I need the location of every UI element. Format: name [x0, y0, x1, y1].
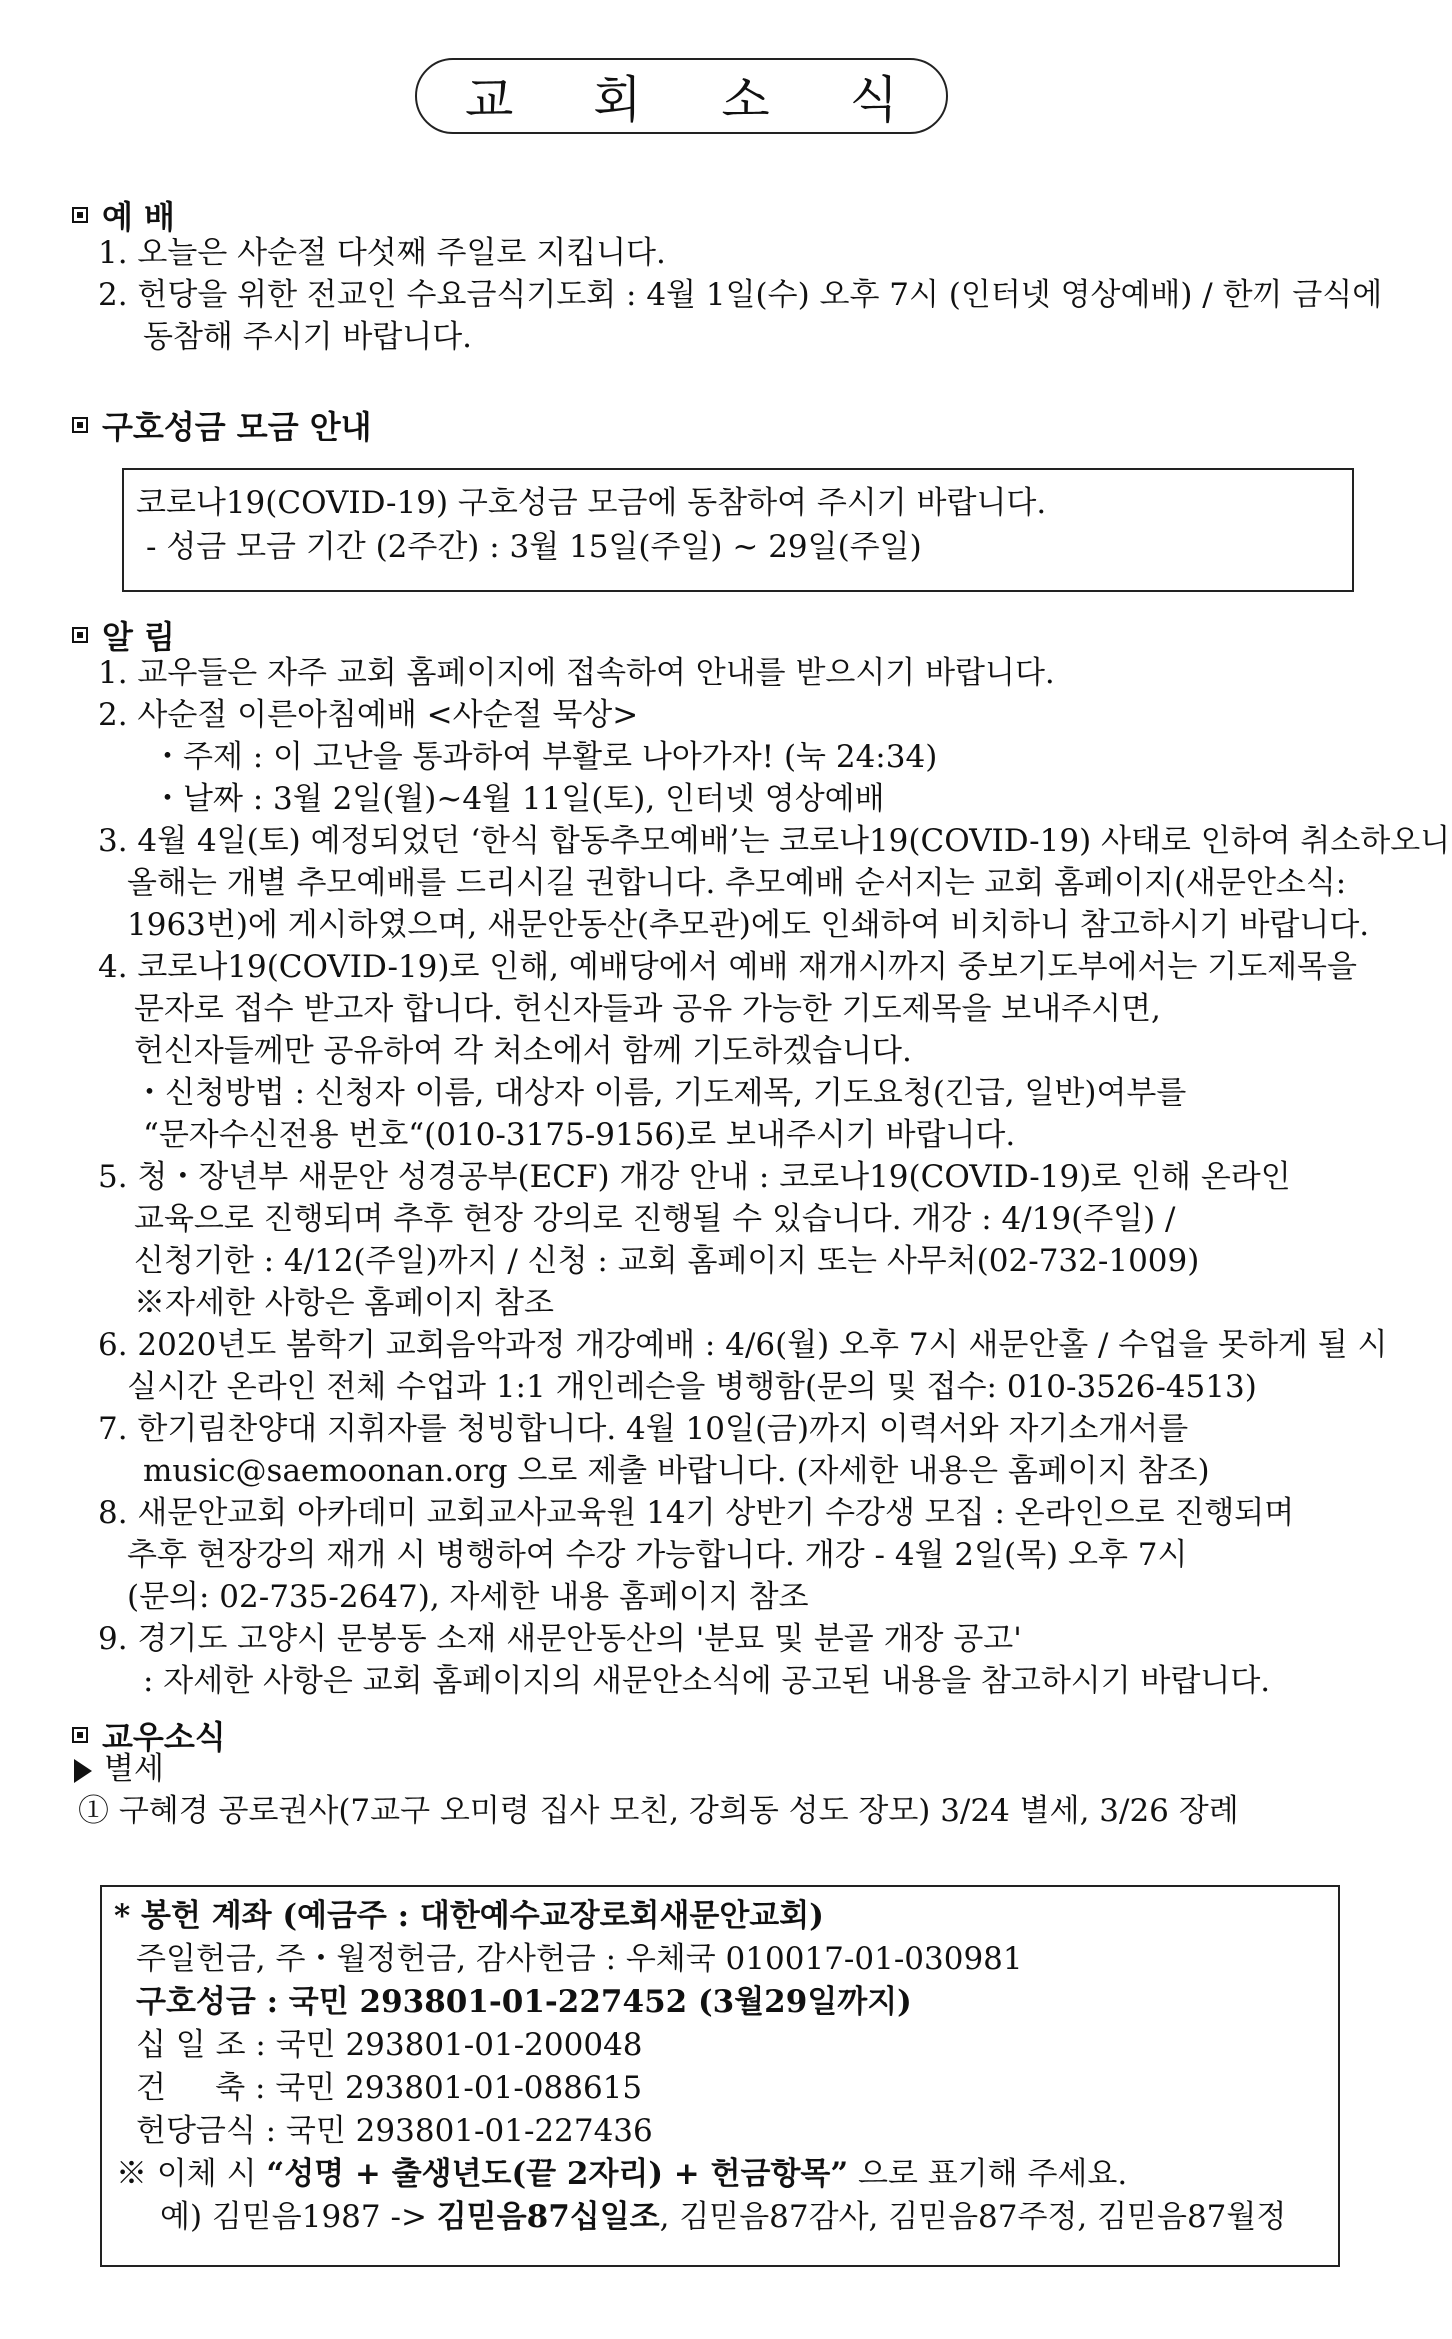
section-title: 예 배 [102, 198, 175, 236]
relief-box-line-1: 코로나19(COVID-19) 구호성금 모금에 동참하여 주시기 바랍니다. [136, 485, 1047, 521]
section-title: 교우소식 [102, 1718, 226, 1756]
section-heading-relief [72, 402, 372, 448]
example-rest: , 김믿음87감사, 김믿음87주정, 김믿음87월정 [659, 2199, 1287, 2235]
accounts-title: * 봉헌 계좌 (예금주 : 대한예수교장로회새문안교회) [114, 1898, 824, 1934]
notice-line: 1963번)에 게시하였으며, 새문안동산(추모관)에도 인쇄하여 비치하니 참고하시기 바랍니다. [127, 907, 1370, 943]
notice-line: 9. 경기도 고양시 문봉동 소재 새문안동산의 '분묘 및 분골 개장 공고' [98, 1621, 1022, 1657]
transfer-note [116, 2156, 1128, 2192]
worship-line-1: 1. 오늘은 사순절 다섯째 주일로 지킵니다. [98, 235, 666, 271]
account-line: 건 축 : 국민 293801-01-088615 [136, 2070, 643, 2106]
notice-line: 올해는 개별 추모예배를 드리시길 권합니다. 추모예배 순서지는 교회 홈페이지(새문안소식: [127, 865, 1347, 901]
example-prefix: 예) 김믿음1987 -> [160, 2199, 437, 2235]
notice-line: 8. 새문안교회 아카데미 교회교사교육원 14기 상반기 수강생 모집 : 온라인으로 진행되며 [98, 1495, 1295, 1531]
notice-line: 추후 현장강의 재개 시 병행하여 수강 가능합니다. 개강 - 4월 2일(목) 오후 7시 [127, 1537, 1188, 1573]
notice-line: 1. 교우들은 자주 교회 홈페이지에 접속하여 안내를 받으시기 바랍니다. [98, 655, 1055, 691]
notice-line: 헌신자들께만 공유하여 각 처소에서 함께 기도하겠습니다. [134, 1033, 912, 1069]
square-bullet-icon [72, 207, 88, 223]
notice-line: “문자수신전용 번호“(010-3175-9156)로 보내주시기 바랍니다. [143, 1117, 1016, 1153]
notice-line: 6. 2020년도 봄학기 교회음악과정 개강예배 : 4/6(월) 오후 7시 새문안홀 / 수업을 못하게 될 시 [98, 1327, 1388, 1363]
notice-line: 5. 청・장년부 새문안 성경공부(ECF) 개강 안내 : 코로나19(COVID-19)로 인해 온라인 [98, 1159, 1291, 1195]
notice-line: (문의: 02-735-2647), 자세한 내용 홈페이지 참조 [127, 1579, 809, 1615]
section-title: 알 림 [102, 618, 175, 656]
square-bullet-icon [72, 627, 88, 643]
relief-box [122, 468, 1354, 592]
section-heading-notices [72, 612, 175, 658]
worship-line-2: 2. 헌당을 위한 전교인 수요금식기도회 : 4월 1일(수) 오후 7시 (인터넷 영상예배) / 한끼 금식에 [98, 277, 1383, 313]
transfer-note-suffix: 으로 표기해 주세요. [848, 2156, 1128, 2192]
account-line-relief: 구호성금 : 국민 293801-01-227452 (3월29일까지) [136, 1984, 912, 2020]
notice-line: 4. 코로나19(COVID-19)로 인해, 예배당에서 예배 재개시까지 중보기도부에서는 기도제목을 [98, 949, 1357, 985]
transfer-note-format: “성명 + 출생년도(끝 2자리) + 헌금항목” [266, 2156, 849, 2192]
notice-line: ・주제 : 이 고난을 통과하여 부활로 나아가자! (눅 24:34) [152, 739, 938, 775]
notice-line: ※자세한 사항은 홈페이지 참조 [134, 1285, 554, 1321]
page-title: 교 회 소 식 [415, 58, 948, 134]
notice-line: ・신청방법 : 신청자 이름, 대상자 이름, 기도제목, 기도요청(긴급, 일반)여부를 [134, 1075, 1187, 1111]
account-line: 십 일 조 : 국민 293801-01-200048 [136, 2027, 643, 2063]
account-line: 헌당금식 : 국민 293801-01-227436 [136, 2113, 653, 2149]
offering-accounts-box [100, 1885, 1340, 2267]
worship-line-3: 동참해 주시기 바랍니다. [143, 319, 473, 355]
notice-line: : 자세한 사항은 교회 홈페이지의 새문안소식에 공고된 내용을 참고하시기 바랍니다. [143, 1663, 1271, 1699]
notice-line: 2. 사순절 이른아침예배 <사순절 묵상> [98, 697, 639, 733]
notice-line: 3. 4월 4일(토) 예정되었던 ‘한식 합동추모예배’는 코로나19(COVID-19) 사태로 인하여 취소하오니 [98, 823, 1451, 859]
triangle-bullet-icon [74, 1759, 92, 1783]
example-bold: 김믿음87십일조 [436, 2199, 660, 2235]
square-bullet-icon [72, 1727, 88, 1743]
members-sub-label: 별세 [104, 1751, 164, 1787]
notice-line: 7. 한기림찬양대 지휘자를 청빙합니다. 4월 10일(금)까지 이력서와 자기소개서를 [98, 1411, 1189, 1447]
notice-line: 교육으로 진행되며 추후 현장 강의로 진행될 수 있습니다. 개강 : 4/19(주일) / [134, 1201, 1176, 1237]
notice-line: music@saemoonan.org 으로 제출 바랍니다. (자세한 내용은 홈페이지 참조) [143, 1453, 1210, 1489]
notice-line: ・날짜 : 3월 2일(월)~4월 11일(토), 인터넷 영상예배 [152, 781, 885, 817]
members-item: ① 구혜경 공로권사(7교구 오미령 집사 모친, 강희동 성도 장모) 3/24 별세, 3/26 장례 [78, 1793, 1239, 1829]
members-sub-heading [74, 1751, 164, 1787]
transfer-note-prefix: ※ 이체 시 [116, 2156, 267, 2192]
account-line: 주일헌금, 주・월정헌금, 감사헌금 : 우체국 010017-01-030981 [136, 1941, 1023, 1977]
square-bullet-icon [72, 417, 88, 433]
notice-line: 문자로 접수 받고자 합니다. 헌신자들과 공유 가능한 기도제목을 보내주시면, [134, 991, 1161, 1027]
section-heading-worship [72, 192, 175, 238]
notice-line: 신청기한 : 4/12(주일)까지 / 신청 : 교회 홈페이지 또는 사무처(02-732-1009) [134, 1243, 1200, 1279]
relief-box-line-2: - 성금 모금 기간 (2주간) : 3월 15일(주일) ~ 29일(주일) [146, 529, 922, 565]
section-title: 구호성금 모금 안내 [102, 408, 372, 446]
transfer-example [160, 2199, 1287, 2235]
notice-line: 실시간 온라인 전체 수업과 1:1 개인레슨을 병행함(문의 및 접수: 010-3526-4513) [127, 1369, 1257, 1405]
